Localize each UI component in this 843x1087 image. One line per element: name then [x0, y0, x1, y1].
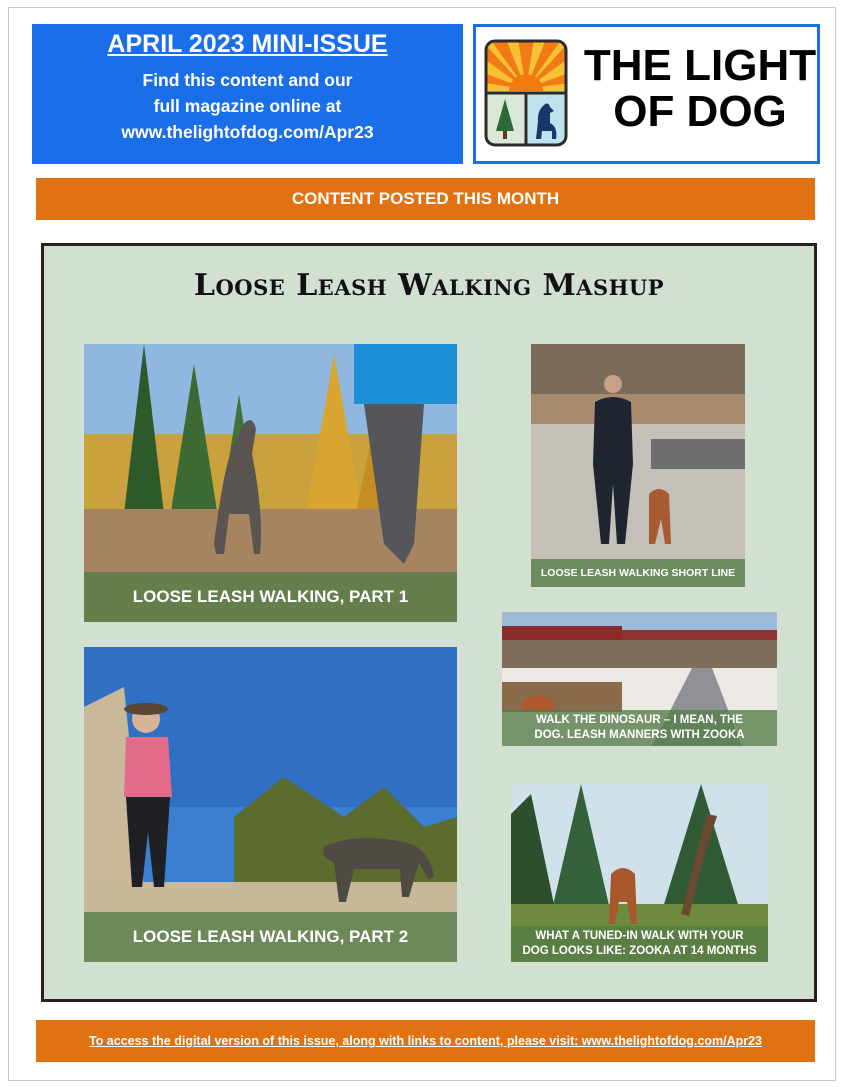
mashup-panel	[41, 243, 817, 1002]
issue-line-2: full magazine online at	[153, 96, 342, 116]
logo-line-1: THE LIGHT	[583, 41, 817, 90]
digital-issue-link[interactable]: To access the digital version of this issue, along with links to content, please visit: www.thelightofdog.com/Apr23	[88, 1034, 763, 1048]
card-caption: LOOSE LEASH WALKING, PART 2	[84, 912, 457, 962]
content-section-bar: CONTENT POSTED THIS MONTH	[36, 178, 815, 220]
card-caption: LOOSE LEASH WALKING SHORT LINE	[531, 559, 745, 587]
issue-title: APRIL 2023 MINI-ISSUE	[107, 30, 388, 58]
caption-line-1: WALK THE DINOSAUR – I MEAN, THE	[535, 714, 743, 726]
paved-path-walker-photo	[531, 344, 745, 587]
card-short-line[interactable]	[531, 344, 745, 587]
card-tuned-in-walk[interactable]	[511, 784, 768, 962]
card-loose-leash-part-2[interactable]	[84, 647, 457, 962]
issue-line-1: Find this content and our	[142, 70, 353, 90]
card-caption	[502, 710, 777, 746]
caption-line-1: WHAT A TUNED-IN WALK WITH YOUR	[535, 930, 744, 942]
issue-description	[32, 67, 463, 145]
caption-line-2: DOG. LEASH MANNERS WITH ZOOKA	[534, 729, 745, 741]
magazine-name	[582, 43, 818, 135]
caption-line-2: DOG LOOKS LIKE: ZOOKA AT 14 MONTHS	[522, 945, 757, 957]
issue-url[interactable]: www.thelightofdog.com/Apr23	[121, 122, 374, 142]
card-walk-the-dinosaur[interactable]	[502, 612, 777, 746]
logo-line-2: OF DOG	[613, 87, 787, 136]
footer-bar	[36, 1020, 815, 1062]
logo-box	[473, 24, 820, 164]
issue-info-box	[32, 24, 463, 164]
mashup-title: Loose Leash Walking Mashup	[193, 268, 665, 303]
card-caption	[511, 926, 768, 962]
card-caption: LOOSE LEASH WALKING, PART 1	[84, 572, 457, 622]
card-loose-leash-part-1[interactable]	[84, 344, 457, 622]
sun-tree-dog-logo-icon	[484, 39, 568, 147]
